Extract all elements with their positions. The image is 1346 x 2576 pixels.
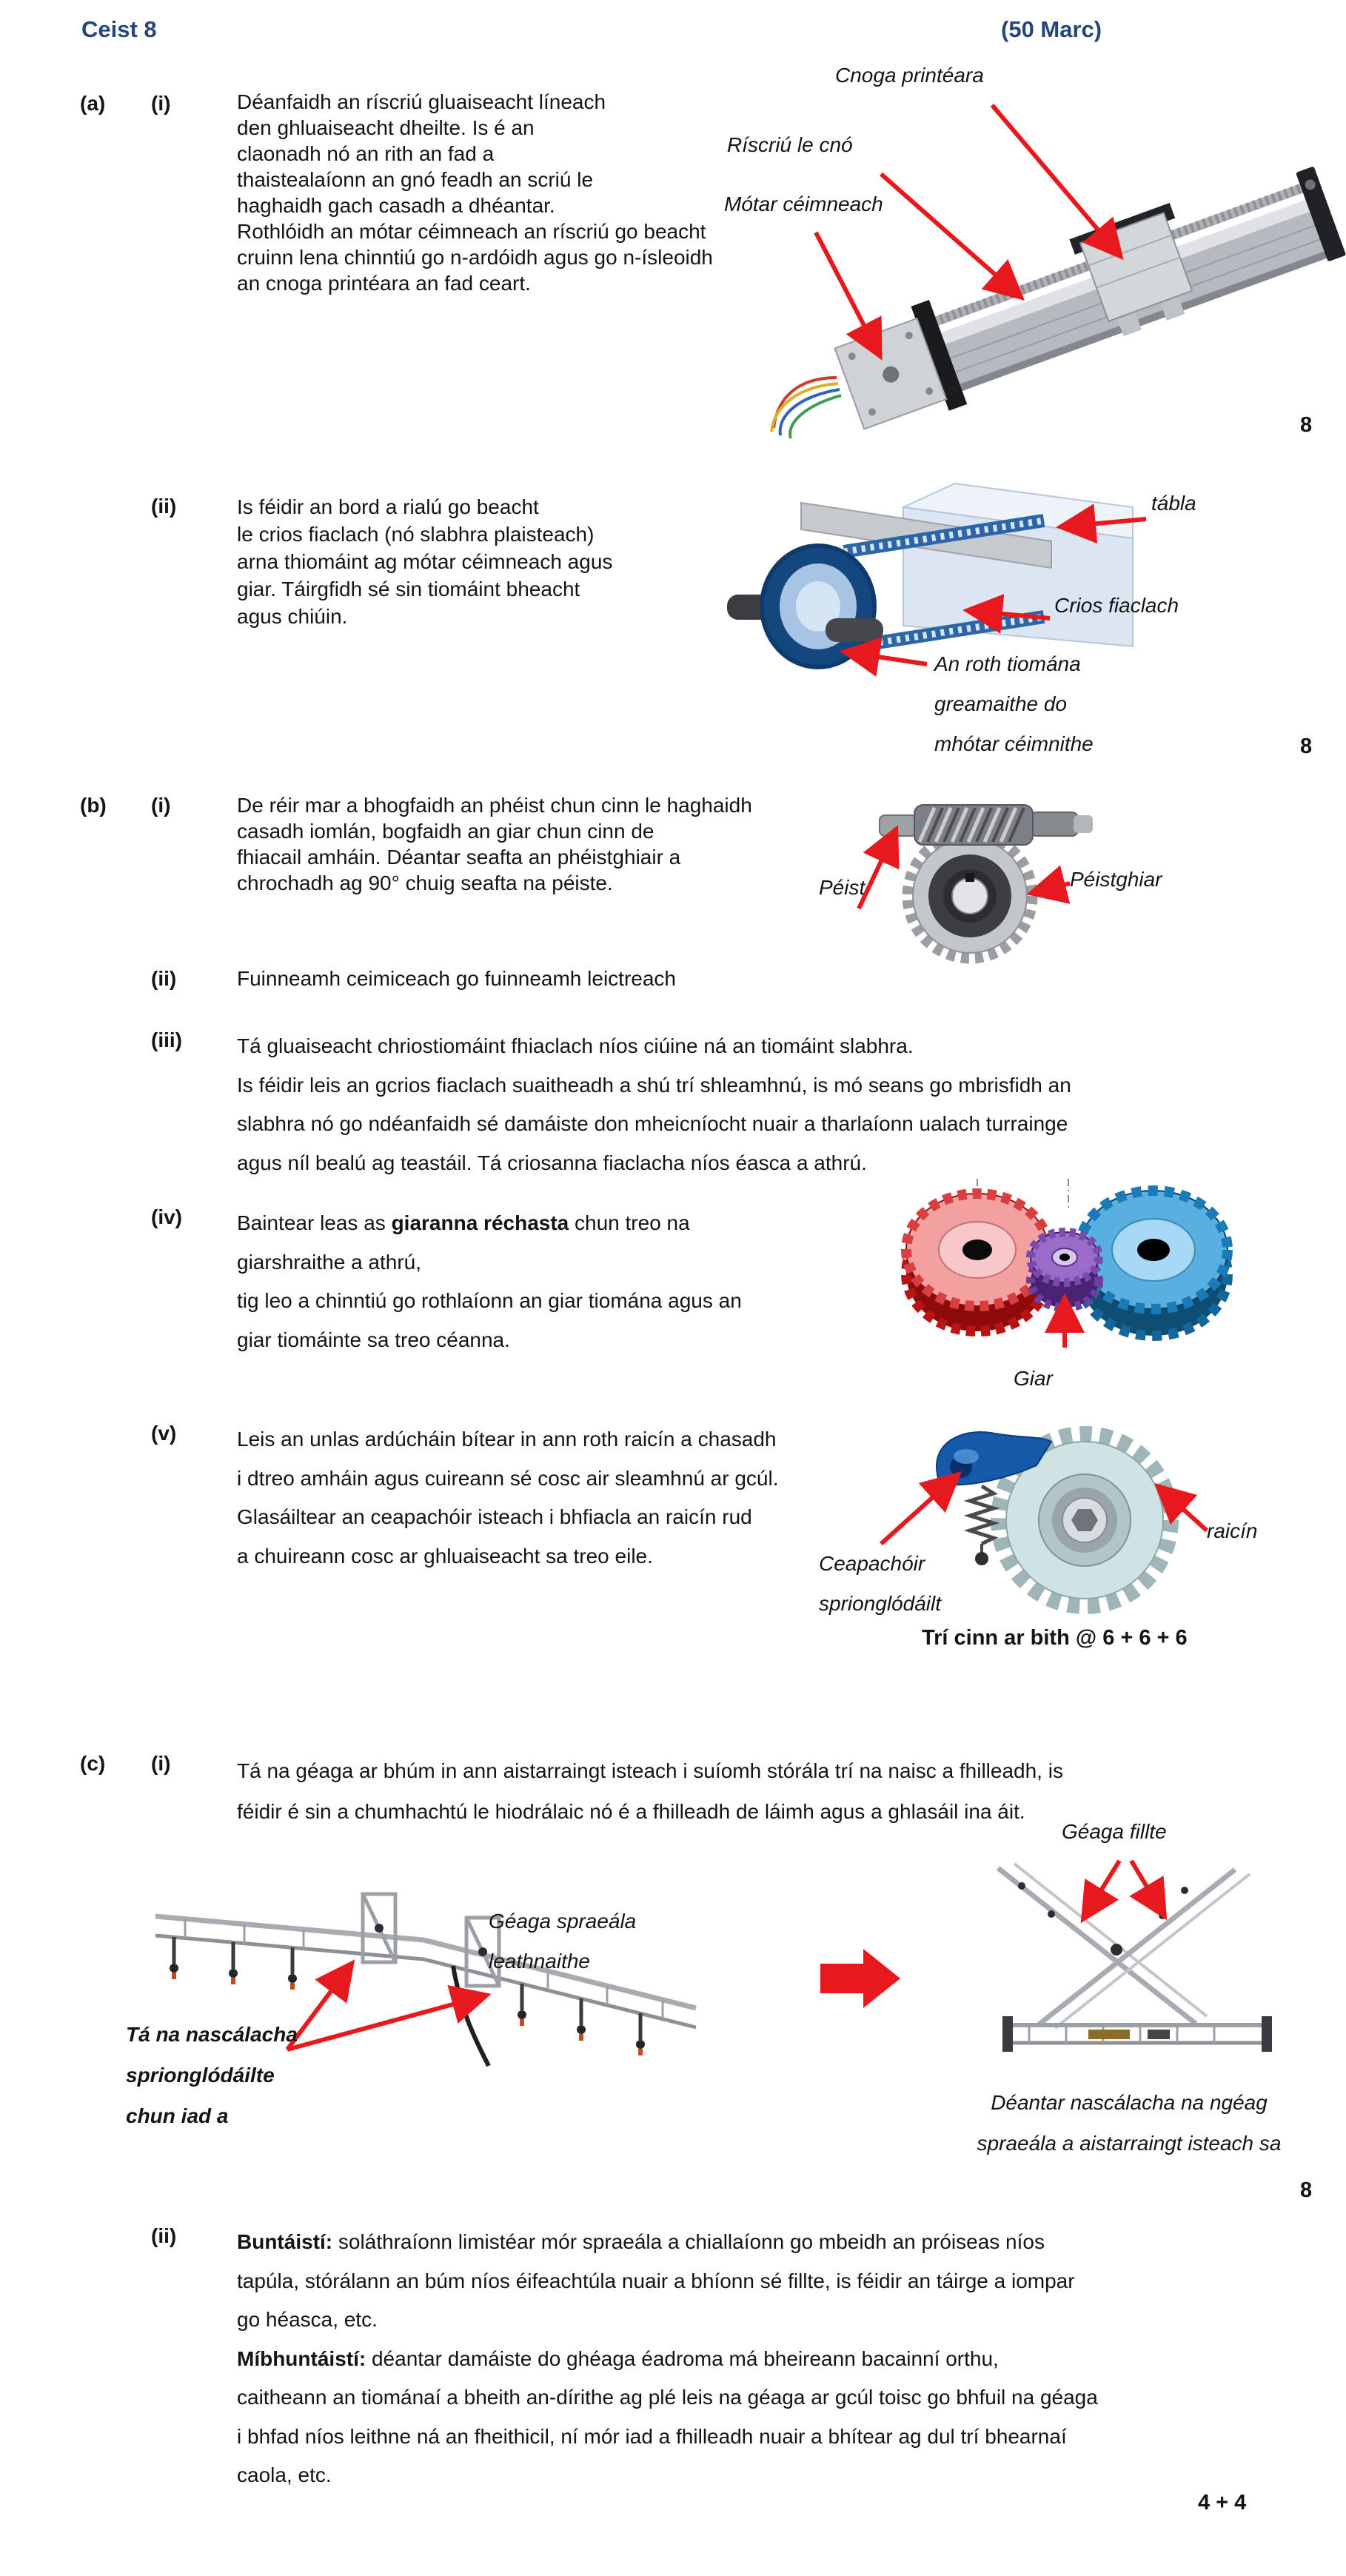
motor-wires-icon [771,378,841,438]
arrow-to-folded-arm-left [1085,1861,1119,1916]
text-line: giar. Táirgfidh sé sin tiomáint bheacht [237,578,580,600]
text-line: haghaidh gach casadh a dhéantar. [237,194,555,217]
text-line: Is féidir an bord a rialú go beacht [237,495,539,518]
text-line: an cnoga printéara an fad ceart. [237,272,531,295]
answer-b-iv [237,1204,742,1359]
section-b-v-label: (v) [151,1422,177,1445]
pawl-label [819,1544,941,1624]
text-line: cruinn lena chinntiú go n-ardóidh agus go n-ísleoidh [237,246,713,269]
mark-c-i: 8 [1300,2178,1313,2202]
arrow-to-leadscrew [881,174,1018,295]
answer-c-i [237,1750,1063,1832]
actuator-motor-label: Mótar céimneach [724,193,883,215]
text-line: Baintear leas as giaranna réchasta chun treo na [237,1211,690,1234]
extended-boom-label [489,1901,636,1981]
text-line: De réir mar a bhogfaidh an phéist chun cinn le haghaidh [237,794,752,817]
text-line: Déanfaidh an ríscriú gluaiseacht líneach [237,90,606,113]
text-line: sprionglódáilt [819,1592,941,1615]
text-line: Is féidir leis an gcrios fiaclach suaitheadh a shú trí shleamhnú, is mó seans go mbrisfidh an [237,1073,1071,1097]
text-line: den ghluaiseacht dheilte. Is é an [237,116,535,139]
text-line: go héasca, etc. [237,2308,378,2331]
text-line: fhiacail amháin. Déantar seafta an phéistghiair a [237,846,681,869]
text-line: Tá na nascálacha [126,2023,298,2046]
mark-c-ii: 4 + 4 [1198,2491,1247,2515]
section-a-label: (a) [80,92,106,115]
folded-boom-icon [998,1864,1272,2052]
total-marks: (50 Marc) [1001,16,1102,42]
text-line: caitheann an tiománaí a bheith an-dírithe ag plé leis na géaga ar gcúl toisc go bhfuil na géaga [237,2386,1098,2409]
text-line: Tá na géaga ar bhúm in ann aistarraingt isteach i suíomh stórála trí na naisc a fhilleadh, is [237,1759,1063,1782]
text-line: Ceapachóir [819,1552,925,1575]
worm-icon [880,805,1093,845]
worm-gear-figure [851,796,1325,1003]
text-line: caola, etc. [237,2463,332,2486]
section-a-i-label: (i) [151,92,171,115]
section-c-ii-label: (ii) [151,2224,177,2247]
text-line: leathnaithe [489,1950,591,1973]
text-line: casadh iomlán, bogfaidh an giar chun cinn de [237,820,654,843]
arrow-to-folded-arm-right [1131,1861,1162,1913]
worm-label: Péist [819,876,865,899]
text-line: Déantar nascálacha na ngéag [991,2091,1268,2114]
section-b-iv-label: (iv) [151,1205,182,1228]
text-line: sprionglódáilte [126,2064,275,2087]
arrow-to-pawl [881,1477,955,1544]
sprayer-folded-figure [940,1847,1296,2062]
text-line: Tá gluaiseacht chriostiomáint fhiaclach níos ciúine ná an tiomáint slabhra. [237,1034,914,1057]
worm-wheel-icon [908,834,1032,958]
idler-gear-icon [1031,1232,1099,1308]
text-line: Leis an unlas ardúcháin bítear in ann roth raicín a chasadh [237,1428,777,1451]
section-a-ii-label: (ii) [151,495,177,518]
text-line: giar tiomáinte sa treo céanna. [237,1328,510,1351]
belt-table-label: tábla [1151,492,1196,515]
ratchet-label: raicín [1207,1519,1258,1542]
mark-a-i: 8 [1300,413,1313,437]
idler-gears-figure [896,1179,1236,1356]
text-line: mhótar céimnithe [934,732,1094,755]
actuator-leadscrew-label: Ríscriú le cnó [727,133,853,156]
text-line: féidir é sin a chumhachtú le hiodrálaic nó é a fhilleadh de láimh agus a ghlasáil ina áit. [237,1800,1025,1823]
driver-gear-icon [906,1194,1048,1331]
text-line: chrochadh ag 90° chuig seafta na péiste. [237,872,613,894]
text-line: Míbhuntáistí: déantar damáiste do ghéaga éadroma má bheireann bacainní orthu, [237,2346,999,2370]
answer-b-v [237,1420,779,1576]
spring-icon [970,1486,994,1565]
mark-b-note: Trí cinn ar bith @ 6 + 6 + 6 [922,1626,1188,1650]
idler-gear-label: Giar [1014,1367,1053,1390]
answer-a-ii [237,493,612,630]
text-line: An roth tiomána [934,652,1081,675]
arrow-to-drive-wheel [848,652,927,664]
section-b-iii-label: (iii) [151,1028,182,1051]
arrow-to-printer-knob [992,105,1118,253]
section-b-i-label: (i) [151,794,171,817]
answer-c-ii [237,2223,1098,2495]
text-line: agus chiúin. [237,605,348,628]
arrow-to-worm-wheel [1035,883,1070,892]
text-line: le crios fiaclach (nó slabhra plaisteach) [237,523,595,546]
worm-wheel-label: Péistghiar [1070,868,1162,891]
text-line: chun iad a [126,2104,229,2127]
answer-b-i [237,792,752,896]
folded-caption [955,2082,1303,2164]
folded-boom-label: Géaga fillte [1062,1820,1167,1843]
answer-b-ii: Fuinneamh ceimiceach go fuinneamh leictreach [237,967,676,990]
actuator-knob-label: Cnoga printéara [835,64,984,87]
text-line: tig leo a chinntiú go rothlaíonn an giar tiomána agus an [237,1289,742,1312]
text-line: a chuireann cosc ar ghluaiseacht sa treo eile. [237,1544,653,1568]
answer-a-i [237,89,713,296]
section-c-i-label: (i) [151,1752,171,1775]
text-line: i dtreo amháin agus cuireann sé cosc air sleamhnú ar gcúl. [237,1466,779,1490]
text-line: spraeála a aistarraingt isteach sa [977,2132,1282,2155]
section-c-label: (c) [80,1752,106,1775]
text-line: Buntáistí: soláthraíonn limistéar mór spraeála a chiallaíonn go mbeidh an próiseas níos [237,2230,1045,2253]
page-title: Ceist 8 [81,16,157,42]
section-b-label: (b) [80,794,107,817]
transition-arrow-icon [820,1947,902,2010]
text-line: giarshraithe a athrú, [237,1250,422,1274]
text-line: Glasáiltear an ceapachóir isteach i bhfiacla an raicín rud [237,1505,752,1528]
mark-a-ii: 8 [1300,735,1313,758]
answer-b-iii [237,1027,1071,1182]
section-b-ii-label: (ii) [151,967,177,990]
text-line: i bhfad níos leithne ná an fheithicil, ní mór iad a fhilleadh nuair a bhítear ag dul trí bhearnaí [237,2424,1067,2448]
belt-belt-label: Crios fiaclach [1054,594,1179,617]
text-line: Géaga spraeála [489,1910,637,1933]
arrow-to-stepper-motor [816,232,878,352]
linkage-label [126,2014,298,2136]
text-line: Rothlóidh an mótar céimneach an ríscriú go beacht [237,220,706,243]
text-line: agus níl bealú ag teastáil. Tá criosanna fiaclacha níos éasca a athrú. [237,1151,867,1174]
drive-pulley-icon [727,546,883,667]
belt-wheel-label [934,644,1094,764]
text-line: claonadh nó an rith an fad a [237,142,495,165]
text-line: greamaithe do [934,692,1068,715]
text-line: arna thiomáint ag mótar céimneach agus [237,550,613,573]
text-line: tapúla, stórálann an búm níos éifeachtúla nuair a bhíonn sé fillte, is féidir an táirge a iompar [237,2269,1075,2292]
arrow-to-right-linkage [287,1996,483,2050]
linear-actuator-figure [703,59,1346,429]
text-line: thaistealaíonn an gnó feadh an scriú le [237,168,594,191]
text-line: slabhra nó go ndéanfaidh sé damáiste don mheicníocht nuair a tharlaíonn ualach turrainge [237,1112,1068,1135]
